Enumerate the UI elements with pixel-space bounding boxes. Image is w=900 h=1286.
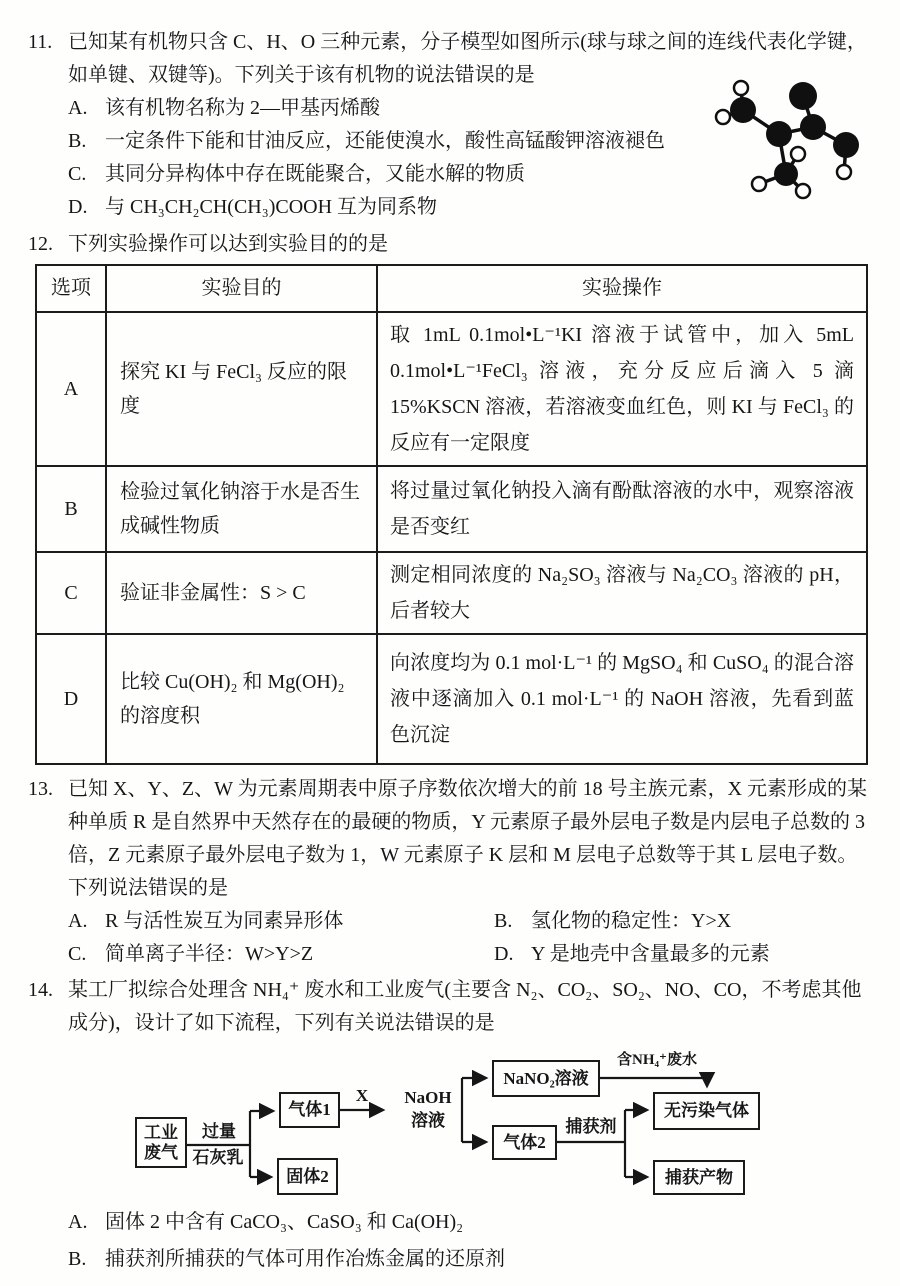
- option-text: 捕获剂所捕获的气体可用作冶炼金属的还原剂: [105, 1248, 505, 1270]
- question-14-stem: 某工厂拟综合处理含 NH₄⁺ 废水和工业废气(主要含 N₂、CO₂、SO₂、NO、CO，不考虑其他成分)，设计了如下流程，下列有关说法错误的是: [68, 979, 862, 1034]
- option-label: A.: [68, 1211, 88, 1233]
- flow-box-gas1: 气体1: [279, 1092, 340, 1128]
- experiment-table: [35, 264, 868, 765]
- question-11: [28, 26, 875, 224]
- flow-box-solid2: 固体2: [277, 1158, 338, 1195]
- row-b-operation: 将过量过氧化钠投入滴有酚酞溶液的水中，观察溶液是否变红: [377, 466, 867, 552]
- flow-label-excess: 过量: [202, 1122, 236, 1141]
- flow-box-industrial-waste-gas: [135, 1117, 187, 1168]
- question-13-option-d: [494, 938, 875, 971]
- flow-label-ammonium-wastewater: 含NH₄⁺废水: [617, 1052, 697, 1068]
- flow-box-capture-product: 捕获产物: [653, 1160, 745, 1195]
- question-13-option-b: [494, 905, 875, 938]
- question-14: [28, 974, 875, 1276]
- flow-label-capture-agent: 捕获剂: [565, 1117, 617, 1136]
- option-text: 简单离子半径：W>Y>Z: [105, 943, 314, 965]
- option-text: 固体 2 中含有 CaCO₃、CaSO₃ 和 Ca(OH)₂: [105, 1211, 464, 1233]
- option-label: B.: [68, 1248, 87, 1270]
- question-14-option-a: [68, 1206, 875, 1239]
- flow-label-lime-milk: 石灰乳: [192, 1148, 244, 1167]
- question-13-stem: 已知 X、Y、Z、W 为元素周期表中原子序数依次增大的前 18 号主族元素，X 元素形成的某种单质 R 是自然界中天然存在的最硬的物质，Y 元素原子最外层电子数是内层电子总数的 3 倍，Z 元素原子最外层电子数为 1，W 元素原子 K 层和 M 层电子总数等于其 L 层电子数。下列说法错误的是: [68, 778, 868, 899]
- option-label: D.: [68, 196, 88, 218]
- option-label: D.: [494, 943, 514, 965]
- table-header-row: [36, 265, 867, 312]
- row-a-purpose: 探究 KI 与 FeCl₃ 反应的限度: [106, 312, 377, 466]
- table-row-b: [36, 466, 867, 552]
- row-d-option: D: [36, 634, 106, 764]
- row-c-operation: 测定相同浓度的 Na₂SO₃ 溶液与 Na₂CO₃ 溶液的 pH，后者较大: [377, 552, 867, 634]
- flow-label-naoh-solution: 溶液: [411, 1111, 445, 1130]
- option-text: 其同分异构体中存在既能聚合，又能水解的物质: [105, 163, 525, 185]
- question-13-option-c: [68, 938, 494, 971]
- option-label: A.: [68, 910, 88, 932]
- question-12-stem: 下列实验操作可以达到实验目的的是: [68, 233, 388, 255]
- row-a-operation: 取 1mL 0.1mol•L⁻¹KI 溶液于试管中，加入 5mL 0.1mol•L⁻¹FeCl₃ 溶液，充分反应后滴入 5 滴 15%KSCN 溶液，若溶液变血红色，则 KI 与 FeCl₃ 的反应有一定限度: [377, 312, 867, 466]
- option-text: 氢化物的稳定性：Y>X: [531, 910, 732, 932]
- option-text: 该有机物名称为 2—甲基丙烯酸: [105, 97, 380, 119]
- question-11-number: 11.: [28, 31, 53, 53]
- flow-label-naoh: NaOH: [404, 1088, 452, 1107]
- table-row-d: [36, 634, 867, 764]
- row-d-purpose: 比较 Cu(OH)₂ 和 Mg(OH)₂ 的溶度积: [106, 634, 377, 764]
- option-text: R 与活性炭互为同素异形体: [105, 910, 344, 932]
- flow-box-text: 工业: [144, 1122, 178, 1142]
- flow-box-text: 废气: [144, 1142, 178, 1162]
- row-c-purpose: 验证非金属性：S > C: [106, 552, 377, 634]
- table-row-c: [36, 552, 867, 634]
- question-13: [28, 773, 875, 971]
- question-11-stem: 已知某有机物只含 C、H、O 三种元素，分子模型如图所示(球与球之间的连线代表化学键，如单键、双键等)。下列关于该有机物的说法错误的是: [68, 31, 867, 86]
- process-flowchart: [130, 1048, 775, 1200]
- question-12: [28, 228, 875, 261]
- table-header-option: 选项: [36, 265, 106, 312]
- flow-box-gas2: 气体2: [492, 1125, 557, 1160]
- row-a-option: A: [36, 312, 106, 466]
- table-header-purpose: 实验目的: [106, 265, 377, 312]
- question-12-number: 12.: [28, 233, 53, 255]
- flow-box-clean-gas: 无污染气体: [653, 1092, 760, 1130]
- option-text: 与 CH₃CH₂CH(CH₃)COOH 互为同系物: [105, 196, 438, 218]
- flow-label-x: X: [355, 1086, 369, 1105]
- flow-box-nano2-solution: NaNO₂溶液: [492, 1060, 600, 1097]
- row-c-option: C: [36, 552, 106, 634]
- row-b-option: B: [36, 466, 106, 552]
- option-label: A.: [68, 97, 88, 119]
- question-14-option-b: [68, 1243, 875, 1276]
- question-13-option-a: [68, 905, 494, 938]
- row-d-operation: 向浓度均为 0.1 mol·L⁻¹ 的 MgSO₄ 和 CuSO₄ 的混合溶液中逐滴加入 0.1 mol·L⁻¹ 的 NaOH 溶液，先看到蓝色沉淀: [377, 634, 867, 764]
- table-header-operation: 实验操作: [377, 265, 867, 312]
- option-label: C.: [68, 943, 87, 965]
- option-label: C.: [68, 163, 87, 185]
- question-14-number: 14.: [28, 979, 53, 1001]
- option-text: 一定条件下能和甘油反应，还能使溴水，酸性高锰酸钾溶液褪色: [105, 130, 665, 152]
- row-b-purpose: 检验过氧化钠溶于水是否生成碱性物质: [106, 466, 377, 552]
- option-label: B.: [494, 910, 513, 932]
- option-text: Y 是地壳中含量最多的元素: [531, 943, 770, 965]
- table-row-a: [36, 312, 867, 466]
- question-13-number: 13.: [28, 778, 53, 800]
- molecular-model-image: [701, 76, 881, 208]
- option-label: B.: [68, 130, 87, 152]
